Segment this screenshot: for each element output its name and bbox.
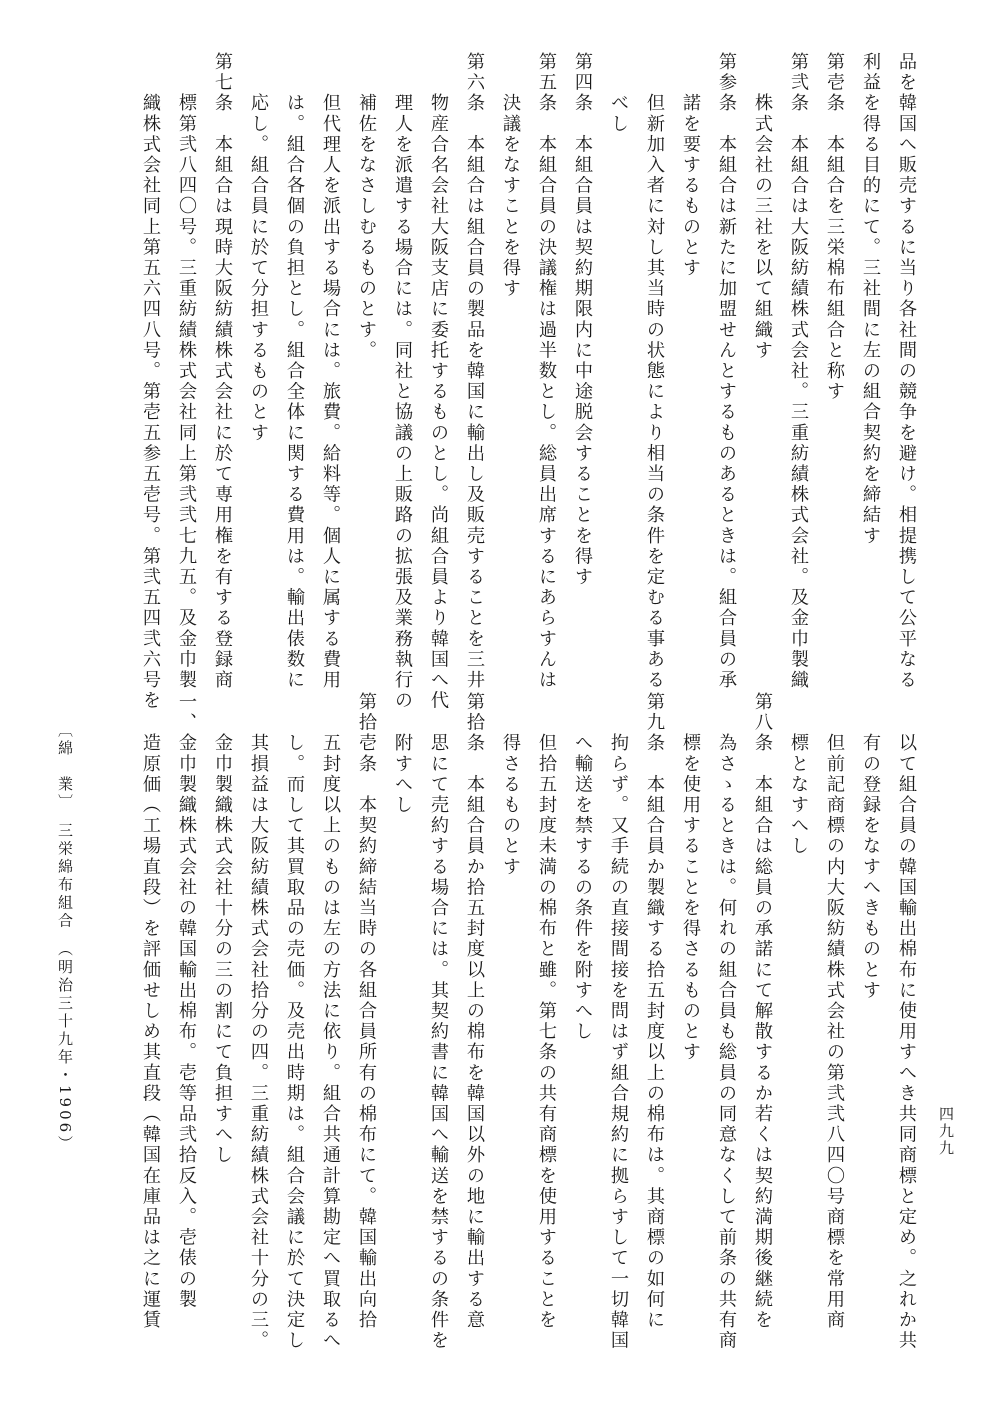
text-column: 以て組合員の韓国輸出棉布に使用すへき共同商標と定め。之れか共 xyxy=(896,692,917,1352)
lower-text-block xyxy=(138,692,918,1352)
text-column: し。而して其買取品の売価。及売出時期は。組合会議に於て決定し xyxy=(284,692,305,1352)
text-column: 造原価（工場直段）を評価せしめ其直段（韓国在庫品は之に運賃 xyxy=(140,692,161,1331)
text-column: 但新加入者に対し其当時の状態により相当の条件を定むる事ある xyxy=(644,52,665,691)
text-column: 織株式会社同上第五六四八号。第壱五参五壱号。第弐五四弐六号を xyxy=(140,52,161,712)
text-column: 第八条 本組合は総員の承諾にて解散するか若くは契約満期後継続を xyxy=(752,692,773,1331)
text-column: 第参条 本組合は新たに加盟せんとするものあるときは。組合員の承 xyxy=(716,52,737,691)
text-column: 品を韓国へ販売するに当り各社間の競争を避け。相提携して公平なる xyxy=(896,52,917,691)
text-column: 利益を得る目的にて。三社間に左の組合契約を締結す xyxy=(860,52,881,547)
text-column: 第壱条 本組合を三栄棉布組合と称す xyxy=(824,52,845,403)
text-column: 応し。組合員に於て分担するものとす xyxy=(248,52,269,444)
text-column: 其損益は大阪紡績株式会社拾分の四。三重紡績株式会社十分の三。 xyxy=(248,692,269,1352)
text-column: 但拾五封度未満の棉布と雖。第七条の共有商標を使用することを xyxy=(536,692,557,1331)
text-column: 第九条 本組合員か製織する拾五封度以上の棉布は。其商標の如何に xyxy=(644,692,665,1331)
text-column: 有の登録をなすへきものとす xyxy=(860,692,881,1001)
text-column: 第七条 本組合は現時大阪紡績株式会社に於て専用権を有する登録商 xyxy=(212,52,233,691)
text-column: 標第弐八四〇号。三重紡績株式会社同上第弐弐七九五。及金巾製 xyxy=(176,52,197,691)
running-footer: 〔綿 業〕 三栄綿布組合 （明治三十九年・1906） xyxy=(56,722,74,1154)
text-column: へ輸送を禁するの条件を附すへし xyxy=(572,692,593,1043)
text-column: 物産合名会社大阪支店に委托するものとし。尚組合員より韓国へ代 xyxy=(428,52,449,712)
text-column: べし xyxy=(608,52,629,135)
upper-text-block xyxy=(138,52,918,712)
text-column: 補佐をなさしむるものとす。 xyxy=(356,52,377,361)
page-number: 四九九 xyxy=(937,1106,955,1157)
text-column: 標となすへし xyxy=(788,692,809,857)
text-column: 第四条 本組合員は契約期限内に中途脱会することを得す xyxy=(572,52,593,588)
text-column: 株式会社の三社を以て組織す xyxy=(752,52,773,361)
text-column: 但前記商標の内大阪紡績株式会社の第弐弐八四〇号商標を常用商 xyxy=(824,692,845,1331)
text-column: 理人を派遣する場合には。同社と協議の上販路の拡張及業務執行の xyxy=(392,52,413,712)
text-column: 思にて売約する場合には。其契約書に韓国へ輸送を禁するの条件を xyxy=(428,692,449,1352)
text-column: 決議をなすことを得す xyxy=(500,52,521,300)
text-column: 但代理人を派出する場合には。旅費。給料等。個人に属する費用 xyxy=(320,52,341,691)
text-column: 第弐条 本組合は大阪紡績株式会社。三重紡績株式会社。及金巾製織 xyxy=(788,52,809,691)
text-column: 第拾壱条 本契約締結当時の各組合員所有の棉布にて。韓国輸出向拾 xyxy=(356,692,377,1331)
text-column: 得さるものとす xyxy=(500,692,521,878)
text-column: 第六条 本組合は組合員の製品を韓国に輸出し及販売することを三井 xyxy=(464,52,485,691)
text-column: 金巾製織株式会社十分の三の割にて負担すへし xyxy=(212,692,233,1166)
text-column: 第五条 本組合員の決議権は過半数とし。総員出席するにあらすんは xyxy=(536,52,557,691)
text-column: 拘らず。又手続の直接間接を問はず組合規約に拠らすして一切韓国 xyxy=(608,692,629,1352)
text-column: 第拾条 本組合員か拾五封度以上の棉布を韓国以外の地に輸出する意 xyxy=(464,692,485,1331)
text-column: 附すへし xyxy=(392,692,413,816)
text-column: 諾を要するものとす xyxy=(680,52,701,279)
text-column: 五封度以上のものは左の方法に依り。組合共通計算勘定へ買取るへ xyxy=(320,692,341,1352)
text-column: 為さゝるときは。何れの組合員も総員の同意なくして前条の共有商 xyxy=(716,692,737,1352)
text-column: 標を使用することを得さるものとす xyxy=(680,692,701,1063)
text-column: は。組合各個の負担とし。組合全体に関する費用は。輸出俵数に xyxy=(284,52,305,691)
text-column: 一、金巾製織株式会社の韓国輸出棉布。壱等品弐拾反入。壱俵の製 xyxy=(176,692,197,1310)
